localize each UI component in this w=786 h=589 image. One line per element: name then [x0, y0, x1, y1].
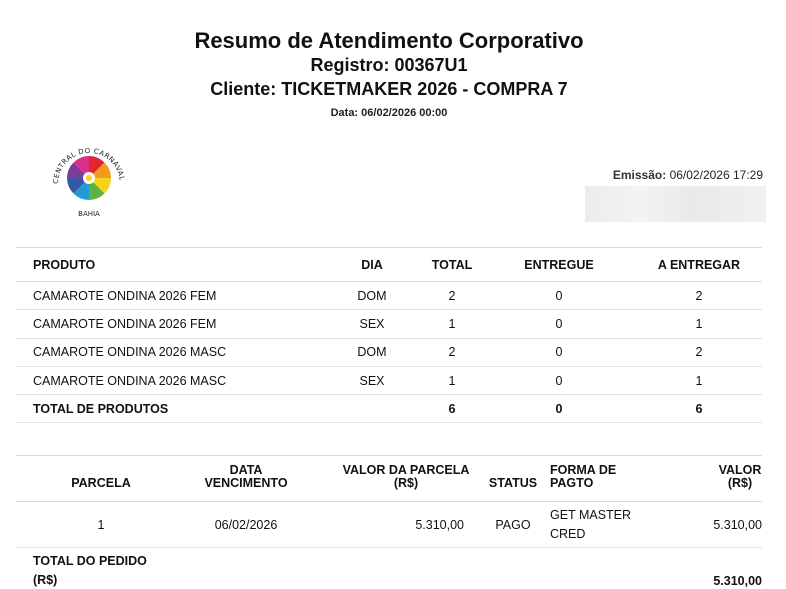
cell-total: 1 — [422, 366, 482, 394]
cell-valor-parcela: 5.310,00 — [306, 502, 476, 548]
total-produtos-label: TOTAL DE PRODUTOS — [16, 395, 322, 423]
col-header-produto: PRODUTO — [16, 248, 322, 282]
cell-data-vencimento: 06/02/2026 — [186, 502, 306, 548]
empty-cell — [306, 548, 476, 589]
cell-dia: SEX — [322, 366, 422, 394]
table-row — [16, 282, 762, 310]
total-row — [16, 548, 762, 589]
cell-total: 2 — [422, 282, 482, 310]
table-header-row — [16, 456, 762, 502]
cell-entregue: 0 — [482, 338, 636, 366]
col-header-forma-pagto-text: FORMA DE PAGTO — [550, 463, 617, 490]
cell-produto: CAMAROTE ONDINA 2026 MASC — [16, 338, 322, 366]
emissao-line — [613, 168, 763, 182]
produtos-table — [16, 247, 762, 423]
col-header-valor — [680, 456, 762, 502]
col-header-parcela: PARCELA — [16, 456, 186, 502]
cell-produto: CAMAROTE ONDINA 2026 MASC — [16, 366, 322, 394]
total-dia — [322, 395, 422, 423]
col-header-data-vencimento-text: DATA VENCIMENTO — [204, 463, 288, 490]
cell-entregue: 0 — [482, 310, 636, 338]
empty-cell — [186, 548, 306, 589]
total-total: 6 — [422, 395, 482, 423]
cell-total: 1 — [422, 310, 482, 338]
emissao-label: Emissão: — [612, 168, 667, 182]
cell-parcela: 1 — [16, 502, 186, 548]
cell-produto: CAMAROTE ONDINA 2026 FEM — [16, 282, 322, 310]
cell-entregue: 0 — [482, 282, 636, 310]
table-row — [16, 338, 762, 366]
empty-cell — [550, 548, 680, 589]
registro-line: Registro: 00367U1 — [310, 55, 468, 75]
redacted-block — [585, 186, 766, 222]
table-row — [16, 502, 762, 548]
total-pedido-label-text: TOTAL DO PEDIDO (R$) — [33, 554, 147, 587]
total-a-entregar: 6 — [636, 395, 762, 423]
col-header-valor-text: VALOR (R$) — [718, 463, 762, 490]
col-header-entregue: ENTREGUE — [482, 248, 636, 282]
document-header — [0, 28, 786, 120]
central-do-carnaval-logo — [44, 140, 134, 224]
total-pedido-label — [16, 548, 186, 589]
cliente-line: Cliente: TICKETMAKER 2026 - COMPRA 7 — [210, 79, 568, 99]
logo-arc-text: CENTRAL DO CARNAVAL — [51, 146, 126, 185]
col-header-forma-pagto — [550, 456, 680, 502]
cell-a-entregar: 2 — [636, 338, 762, 366]
table-row — [16, 366, 762, 394]
cell-forma-pagto-text: GET MASTER CRED — [550, 507, 632, 541]
col-header-a-entregar: A ENTREGAR — [636, 248, 762, 282]
table-header-row — [16, 248, 762, 282]
table-row — [16, 310, 762, 338]
cell-entregue: 0 — [482, 366, 636, 394]
col-header-total: TOTAL — [422, 248, 482, 282]
col-header-valor-parcela-text: VALOR DA PARCELA (R$) — [342, 463, 470, 490]
cell-produto: CAMAROTE ONDINA 2026 FEM — [16, 310, 322, 338]
cell-a-entregar: 2 — [636, 282, 762, 310]
cell-status: PAGO — [476, 502, 550, 548]
total-row — [16, 395, 762, 423]
parcelas-table — [16, 455, 762, 589]
emissao-value: 06/02/2026 17:29 — [669, 168, 763, 182]
col-header-valor-parcela — [306, 456, 476, 502]
cell-total: 2 — [422, 338, 482, 366]
col-header-dia: DIA — [322, 248, 422, 282]
cell-dia: SEX — [322, 310, 422, 338]
cell-a-entregar: 1 — [636, 310, 762, 338]
col-header-data-vencimento — [186, 456, 306, 502]
logo-bottom-text: BAHIA — [78, 210, 100, 218]
empty-cell — [476, 548, 550, 589]
data-line: Data: 06/02/2026 00:00 — [330, 107, 448, 119]
cell-forma-pagto — [550, 502, 680, 548]
cell-a-entregar: 1 — [636, 366, 762, 394]
col-header-status: STATUS — [476, 456, 550, 502]
total-entregue: 0 — [482, 395, 636, 423]
total-pedido-value: 5.310,00 — [680, 548, 762, 589]
cell-dia: DOM — [322, 282, 422, 310]
cell-valor: 5.310,00 — [680, 502, 762, 548]
document-title: Resumo de Atendimento Corporativo — [194, 28, 584, 53]
cell-dia: DOM — [322, 338, 422, 366]
